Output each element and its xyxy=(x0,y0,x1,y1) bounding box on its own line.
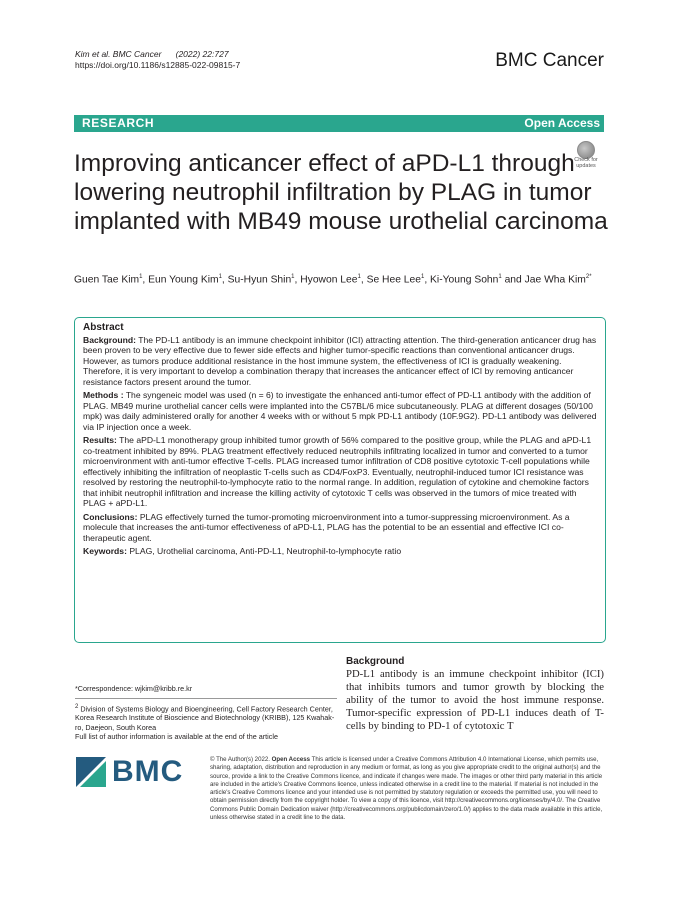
check-updates-text xyxy=(569,157,603,169)
copyright-lead: © The Author(s) 2022. xyxy=(210,756,270,763)
license-body: This article is licensed under a Creative Commons Attribution 4.0 International License, which permits use, sharing, adaptation, distribution and reproduction in any medium or format, as long as you give appropriate credit to the original author(s) and the source, provide a link to the Creative Commons licence, and indicate if changes were made. The images or other third party material in this article are included in the article's Creative Commons licence, unless indicated otherwise in a credit line to the material. If material is not included in the article's Creative Commons licence and your intended use is not permitted by statutory regulation or exceeds the permitted use, you will need to obtain permission directly from the copyright holder. To view a copy of this licence, visit http://creativecommons.org/licenses/by/4.0/. The Creative Commons Public Domain Dedication waiver (http://creativecommons.org/publicdomain/zero/1.0/) applies to the data made available in this article, unless otherwise stated in a credit line to the data. xyxy=(210,756,603,822)
more-info-note: Full list of author information is available at the end of the article xyxy=(75,732,278,742)
author-affiliation: 1 xyxy=(218,274,222,280)
footnote-divider xyxy=(75,698,337,699)
article-type-banner xyxy=(74,115,604,132)
journal-name: BMC Cancer xyxy=(495,50,604,71)
bmc-logo-text: BMC xyxy=(112,755,184,788)
section-text: PLAG effectively turned the tumor-promoting microenvironment into a tumor-suppressing microenvironment. As a molecule that increases the anti-tumor effectiveness of aPD-L1, PLAG has the potential to be an essential and effective ICI co-therapeutic agent. xyxy=(83,511,570,543)
citation-volume: (2022) 22:727 xyxy=(175,49,229,59)
running-header xyxy=(75,49,240,71)
footnotes xyxy=(75,684,337,742)
affiliation-text: Division of Systems Biology and Bioengineering, Cell Factory Research Center, Korea Research Institute of Bioscience and Biotechnology (KRIBB), 125 Kwahak-ro, Daejeon, South Korea xyxy=(75,703,335,732)
check-updates-line1: Check for xyxy=(574,157,598,163)
bmc-logo xyxy=(76,757,204,787)
section-text: The PD-L1 antibody is an immune checkpoint inhibitor (ICI) attracting attention. The third-generation anticancer drug has been proven to be very effective due to fewer side effects and higher tumor-specific reactions than conventional anticancer drugs. However, as tumors produce additional resistance in the host immune system, the effectiveness of ICI is gradually weakening. Therefore, it is very important to develop a combination therapy that increases the anticancer effect of ICI by removing anticancer resistance factors present around the tumor. xyxy=(83,334,597,387)
citation-authors: Kim et al. BMC Cancer xyxy=(75,49,162,59)
license-text xyxy=(210,756,606,822)
article-title: Improving anticancer effect of aPD-L1 through lowering neutrophil infiltration by PLAG in tumor implanted with MB49 mouse urothelial carcinoma xyxy=(74,150,608,235)
abstract-background xyxy=(83,335,597,388)
article-type-label: RESEARCH xyxy=(82,116,155,130)
body-paragraph: PD-L1 antibody is an immune checkpoint inhibitor (ICI) that inhibits tumors and tumor growth by blocking the ability of the tumor to avoid the host immune response. Tumor-specific expression of PD-L1 induces death of T-cells by binding to PD-1 of cytotoxic T xyxy=(346,668,604,732)
abstract-results xyxy=(83,435,597,509)
section-text: The syngeneic model was used (n = 6) to investigate the enhanced anti-tumor effect of PD-L1 antibody with the addition of PLAG. MB49 murine urothelial cancer cells were implanted into the C57BL/6 mice subcutaneously. PLAG at different dosages (50/100 mpk) was daily administered orally for another 4 weeks with or without 5 mpk PD-L1 antibody (10F.9G2). PD-L1 antibody was delivered via IP injection once a week. xyxy=(83,390,597,432)
section-label: Methods : xyxy=(83,390,124,400)
section-label: Keywords: xyxy=(83,546,127,556)
author-name[interactable]: Ki-Young Sohn xyxy=(430,274,499,286)
author-affiliation: 2* xyxy=(585,274,592,280)
author-affiliation: 1 xyxy=(357,274,361,280)
check-for-updates-badge[interactable] xyxy=(569,141,603,169)
affiliation-note xyxy=(75,703,337,733)
author-name[interactable]: Su-Hyun Shin xyxy=(227,274,292,286)
abstract-conclusions xyxy=(83,512,597,544)
correspondence-email[interactable]: *Correspondence: wjkim@kribb.re.kr xyxy=(75,684,193,693)
doi-link[interactable]: https://doi.org/10.1186/s12885-022-09815-7 xyxy=(75,60,241,70)
abstract-heading: Abstract xyxy=(83,322,124,333)
bmc-logo-icon xyxy=(76,757,106,787)
affiliation-number: 2 xyxy=(75,703,79,710)
check-updates-line2: updates xyxy=(576,163,596,169)
section-label: Results: xyxy=(83,435,117,445)
author-affiliation: 1 xyxy=(139,274,143,280)
citation-line xyxy=(75,49,240,60)
section-text: The aPD-L1 monotherapy group inhibited tumor growth of 56% compared to the positive group, while the PLAG and aPD-L1 co-treatment inhibited by 89%. PLAG treatment effectively reduced neutrophils infiltrating localized in tumor and converted to a tumor microenvironment with anti-tumor effective T-cells. PLAG increased tumor infiltration of CD8 positive cytotoxic T-cell populations while effectively inhibiting the infiltration of neoplastic T-cells such as CD4/FoxP3. Eventually, neutrophil-induced tumor ICI resistance was resolved by restoring the neutrophil-to-lymphocyte ratio to the normal range. In addition, regulation of cytokine and chemokine factors that inhibit neutrophil infiltration and increase the killing activity of cytotoxic T cells was observed in the tumors of mice treated with PLAG + aPD-L1. xyxy=(83,435,592,508)
author-list: Guen Tae Kim$^1$, Eun Young Kim$^1$, Su-Hyun Shin$^1$, Hyowon Lee$^1$, Se Hee Lee$^1$, Ki-Young Sohn$^1$ and Jae Wha Kim$^{2*}$ xyxy=(74,274,592,286)
abstract-keywords xyxy=(83,546,597,557)
author-affiliation: 1 xyxy=(291,274,295,280)
author-name[interactable]: Jae Wha Kim xyxy=(524,274,586,286)
section-text: PLAG, Urothelial carcinoma, Anti-PD-L1, Neutrophil-to-lymphocyte ratio xyxy=(129,546,402,556)
author-name[interactable]: Guen Tae Kim xyxy=(74,274,140,286)
author-affiliation: 1 xyxy=(498,274,502,280)
abstract-methods xyxy=(83,390,597,432)
author-affiliation: 1 xyxy=(420,274,425,280)
open-access-label: Open Access xyxy=(271,756,311,763)
author-name[interactable]: Eun Young Kim xyxy=(148,274,219,286)
open-access-label: Open Access xyxy=(524,116,600,130)
section-label: Conclusions: xyxy=(83,511,138,522)
author-name[interactable]: Se Hee Lee xyxy=(366,274,421,286)
author-name[interactable]: Hyowon Lee xyxy=(300,274,358,286)
section-label: Background: xyxy=(83,334,136,345)
section-heading: Background xyxy=(346,656,405,667)
abstract-box xyxy=(74,317,606,643)
